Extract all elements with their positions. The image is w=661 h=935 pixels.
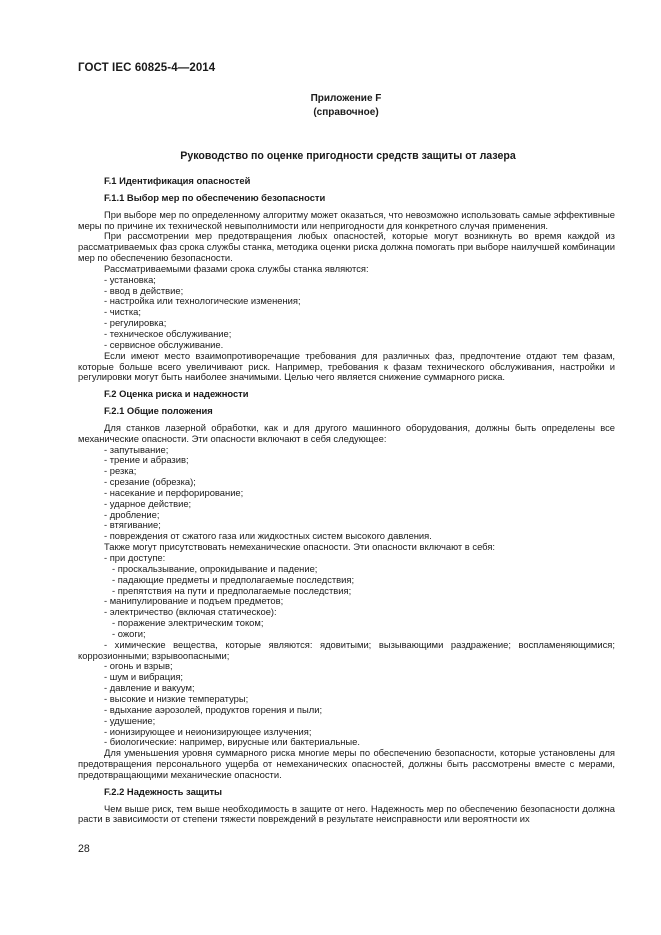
list-item: - срезание (обрезка); bbox=[104, 476, 196, 488]
paragraph: При рассмотрении мер предотвращения любых опасностей, которые могут возникнуть во время каждой из рассматриваемых фаз срока службы станка, методика оценки риска должна помогать при выборе наилучшей комбинации мер по обеспечению безопасности. bbox=[78, 230, 615, 264]
sub-list-item: - поражение электрическим током; bbox=[112, 617, 264, 629]
list-item: - установка; bbox=[104, 273, 156, 285]
page-number: 28 bbox=[78, 843, 90, 855]
list-item: - сервисное обслуживание. bbox=[104, 338, 224, 350]
list-item: - ионизирующее и неионизирующее излучения; bbox=[104, 725, 312, 737]
paragraph: Для уменьшения уровня суммарного риска многие меры по обеспечению безопасности, которые установлены для предотвращения персонального ущерба от немеханических опасностей, должны быть рассмотрены вместе с мерами, предотвращающими механические опасности. bbox=[78, 747, 615, 780]
annex-title: Приложение F bbox=[310, 93, 382, 104]
list-item: - насекание и перфорирование; bbox=[104, 486, 244, 498]
list-item: - чистка; bbox=[104, 306, 141, 318]
list-item: - манипулирование и подъем предметов; bbox=[104, 595, 284, 607]
list-item: - шум и вибрация; bbox=[104, 671, 184, 683]
list-item: - химические вещества, которые являются: ядовитыми; вызывающими раздражение; воспламеняющимися; коррозионными; взрывоопасными; bbox=[78, 638, 615, 661]
list-item: - повреждения от сжатого газа или жидкостных систем высокого давления. bbox=[104, 530, 432, 542]
section-heading-f22: F.2.2 Надежность защиты bbox=[104, 785, 223, 797]
sub-list-item: - препятствия на пути и предполагаемые последствия; bbox=[112, 584, 352, 596]
list-item: - давление и вакуум; bbox=[104, 682, 195, 694]
body-text bbox=[78, 170, 615, 825]
section-heading-f2: F.2 Оценка риска и надежности bbox=[104, 388, 249, 400]
paragraph: Рассматриваемыми фазами срока службы станка являются: bbox=[104, 262, 369, 274]
list-item: - огонь и взрыв; bbox=[104, 660, 173, 672]
list-item: - высокие и низкие температуры; bbox=[104, 692, 249, 704]
annex-subtitle: (справочное) bbox=[313, 107, 379, 118]
paragraph: Также могут присутствовать немеханические опасности. Эти опасности включают в себя: bbox=[104, 541, 496, 553]
list-item: - биологические: например, вирусные или бактериальные. bbox=[104, 736, 360, 748]
list-item: - удушение; bbox=[104, 714, 156, 726]
paragraph: Чем выше риск, тем выше необходимость в защите от него. Надежность мер по обеспечению безопасности должна расти в зависимости от степени тяжести повреждений в результате неисправности или вероятности их bbox=[78, 802, 615, 825]
paragraph: Для станков лазерной обработки, как и для другого машинного оборудования, должны быть определены все механические опасности. Эти опасности включают в себя следующее: bbox=[78, 421, 615, 444]
list-item: - настройка или технологические изменения; bbox=[104, 295, 301, 307]
section-heading-f11: F.1.1 Выбор мер по обеспечению безопасности bbox=[104, 191, 326, 203]
paragraph: Если имеют место взаимопротиворечащие требования для различных фаз, предпочтение отдают тем фазам, которые больше всего увеличивают риск. Например, требования к фазам технического обслуживания, настройки и регулировки могут быть наиболее значимыми. Целью чего является снижение суммарного риска. bbox=[78, 349, 615, 383]
list-item: - резка; bbox=[104, 465, 137, 477]
document-id: ГОСТ IEC 60825-4—2014 bbox=[78, 62, 216, 74]
sub-list-item: - падающие предметы и предполагаемые последствия; bbox=[112, 573, 355, 585]
list-item: - техническое обслуживание; bbox=[104, 327, 232, 339]
main-title: Руководство по оценке пригодности средств защиты от лазера bbox=[180, 150, 516, 162]
section-heading-f21: F.2.1 Общие положения bbox=[104, 405, 213, 417]
list-item: - при доступе: bbox=[104, 552, 166, 563]
sub-list-item: - проскальзывание, опрокидывание и падение; bbox=[112, 562, 318, 574]
list-item: - трение и абразив; bbox=[104, 454, 189, 466]
annex-heading bbox=[300, 92, 392, 120]
list-item: - ввод в действие; bbox=[104, 284, 184, 296]
list-item: - втягивание; bbox=[104, 519, 161, 531]
list-item: - дробление; bbox=[104, 508, 160, 520]
section-heading-f1: F.1 Идентификация опасностей bbox=[104, 175, 251, 186]
list-item: - электричество (включая статическое): bbox=[104, 606, 277, 618]
list-item: - запутывание; bbox=[104, 443, 169, 455]
list-item: - регулировка; bbox=[104, 317, 167, 329]
sub-list-item: - ожоги; bbox=[112, 627, 146, 639]
paragraph: При выборе мер по определенному алгоритму может оказаться, что невозможно использовать самые эффективные меры по причине их технической невыполнимости или непригодности для конкретного случая применения. bbox=[78, 208, 615, 231]
list-item: - вдыхание аэрозолей, продуктов горения и пыли; bbox=[104, 703, 323, 715]
list-item: - ударное действие; bbox=[104, 497, 192, 509]
